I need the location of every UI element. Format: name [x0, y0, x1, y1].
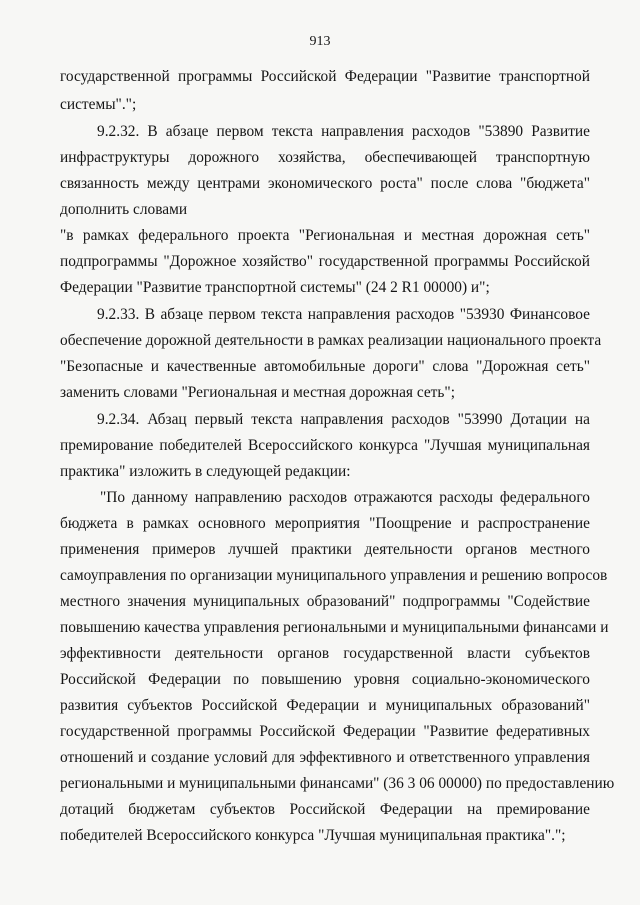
text-line: связанность между центрами экономического роста" после слова "бюджета": [60, 175, 590, 192]
page-number: 913: [309, 34, 331, 49]
text-line: государственной программы Российской Федерации "Развитие федеративных: [60, 723, 590, 740]
text-line: подпрограммы "Дорожное хозяйство" государственной программы Российской: [60, 253, 590, 270]
text-line: 9.2.33. В абзаце первом текста направления расходов "53930 Финансовое: [97, 306, 590, 323]
text-line: Российской Федерации по повышению уровня социально-экономического: [60, 671, 590, 688]
text-line: инфраструктуры дорожного хозяйства, обеспечивающей транспортную: [60, 149, 590, 166]
text-line: системы".";: [60, 96, 137, 113]
text-line: дотаций бюджетам субъектов Российской Федерации на премирование: [60, 801, 590, 818]
text-line: самоуправления по организации муниципального управления и решению вопросов: [60, 567, 608, 584]
text-line: 9.2.34. Абзац первый текста направления расходов "53990 Дотации на: [97, 411, 590, 428]
text-line: заменить словами "Региональная и местная дорожная сеть";: [60, 384, 455, 401]
text-line: практика" изложить в следующей редакции:: [60, 463, 351, 480]
text-line: дополнить словами: [60, 201, 188, 218]
text-line: 9.2.32. В абзаце первом текста направления расходов "53890 Развитие: [97, 123, 590, 140]
text-line: применения примеров лучшей практики деятельности органов местного: [60, 541, 590, 558]
text-line: "Безопасные и качественные автомобильные дороги" слова "Дорожная сеть": [60, 358, 590, 375]
text-line: обеспечение дорожной деятельности в рамках реализации национального проекта: [60, 332, 602, 349]
text-line: бюджета в рамках основного мероприятия "Поощрение и распространение: [60, 515, 590, 532]
text-line: Федерации "Развитие транспортной системы" (24 2 R1 00000) и";: [60, 279, 490, 296]
text-line: отношений и создание условий для эффективного и ответственного управления: [60, 749, 590, 766]
text-line: государственной программы Российской Федерации "Развитие транспортной: [60, 68, 590, 85]
text-line: победителей Всероссийского конкурса "Лучшая муниципальная практика".";: [60, 827, 566, 844]
text-line: региональными и муниципальными финансами" (36 3 06 00000) по предоставлению: [60, 775, 615, 792]
text-line: развития субъектов Российской Федерации и муниципальных образований": [60, 697, 590, 714]
text-line: эффективности деятельности органов государственной власти субъектов: [60, 645, 590, 662]
text-line: премирование победителей Всероссийского конкурса "Лучшая муниципальная: [60, 437, 590, 454]
text-line: местного значения муниципальных образований" подпрограммы "Содействие: [60, 593, 590, 610]
text-line: "в рамках федерального проекта "Региональная и местная дорожная сеть": [60, 227, 590, 244]
text-line: повышению качества управления региональными и муниципальными финансами и: [60, 619, 609, 636]
text-line: "По данному направлению расходов отражаются расходы федерального: [100, 489, 590, 506]
